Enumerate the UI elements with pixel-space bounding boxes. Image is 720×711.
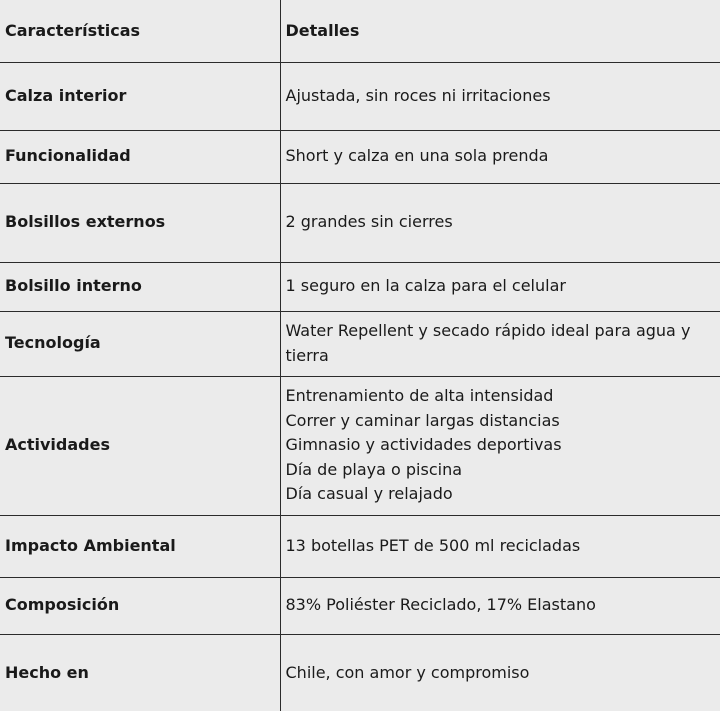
detail-line: Water Repellent y secado rápido ideal para agua y tierra (285, 321, 691, 365)
row-detail (280, 577, 720, 634)
row-label: Impacto Ambiental (0, 515, 280, 577)
detail-line: 13 botellas PET de 500 ml recicladas (285, 535, 581, 555)
table-row (0, 311, 720, 376)
row-label: Funcionalidad (0, 130, 280, 183)
detail-line: Gimnasio y actividades deportivas (285, 435, 562, 455)
header-detalles: Detalles (280, 0, 720, 62)
row-label: Bolsillos externos (0, 183, 280, 262)
detail-line: 83% Poliéster Reciclado, 17% Elastano (285, 595, 596, 615)
detail-line: Ajustada, sin roces ni irritaciones (285, 85, 551, 105)
detail-line: Entrenamiento de alta intensidad (285, 386, 554, 406)
row-label: Hecho en (0, 634, 280, 711)
table-header-row (0, 0, 720, 62)
row-label: Calza interior (0, 62, 280, 130)
row-detail (280, 634, 720, 711)
row-detail (280, 311, 720, 376)
row-detail (280, 183, 720, 262)
detail-line: Día de playa o piscina (285, 459, 463, 479)
row-label: Bolsillo interno (0, 262, 280, 311)
detail-line: 1 seguro en la calza para el celular (285, 276, 566, 296)
table-row (0, 183, 720, 262)
detail-line: Short y calza en una sola prenda (285, 146, 549, 166)
row-detail (280, 376, 720, 515)
row-detail (280, 262, 720, 311)
table-row (0, 62, 720, 130)
table-row (0, 515, 720, 577)
table-row (0, 577, 720, 634)
header-caracteristicas: Características (0, 0, 280, 62)
table-row (0, 634, 720, 711)
detail-line: 2 grandes sin cierres (285, 212, 453, 232)
table-row (0, 376, 720, 515)
detail-line: Día casual y relajado (285, 484, 453, 504)
table-row (0, 262, 720, 311)
row-detail (280, 515, 720, 577)
row-label: Tecnología (0, 311, 280, 376)
row-detail (280, 62, 720, 130)
row-label: Composición (0, 577, 280, 634)
detail-line: Chile, con amor y compromiso (285, 662, 530, 682)
row-label: Actividades (0, 376, 280, 515)
row-detail (280, 130, 720, 183)
table-row (0, 130, 720, 183)
detail-line: Correr y caminar largas distancias (285, 410, 560, 430)
